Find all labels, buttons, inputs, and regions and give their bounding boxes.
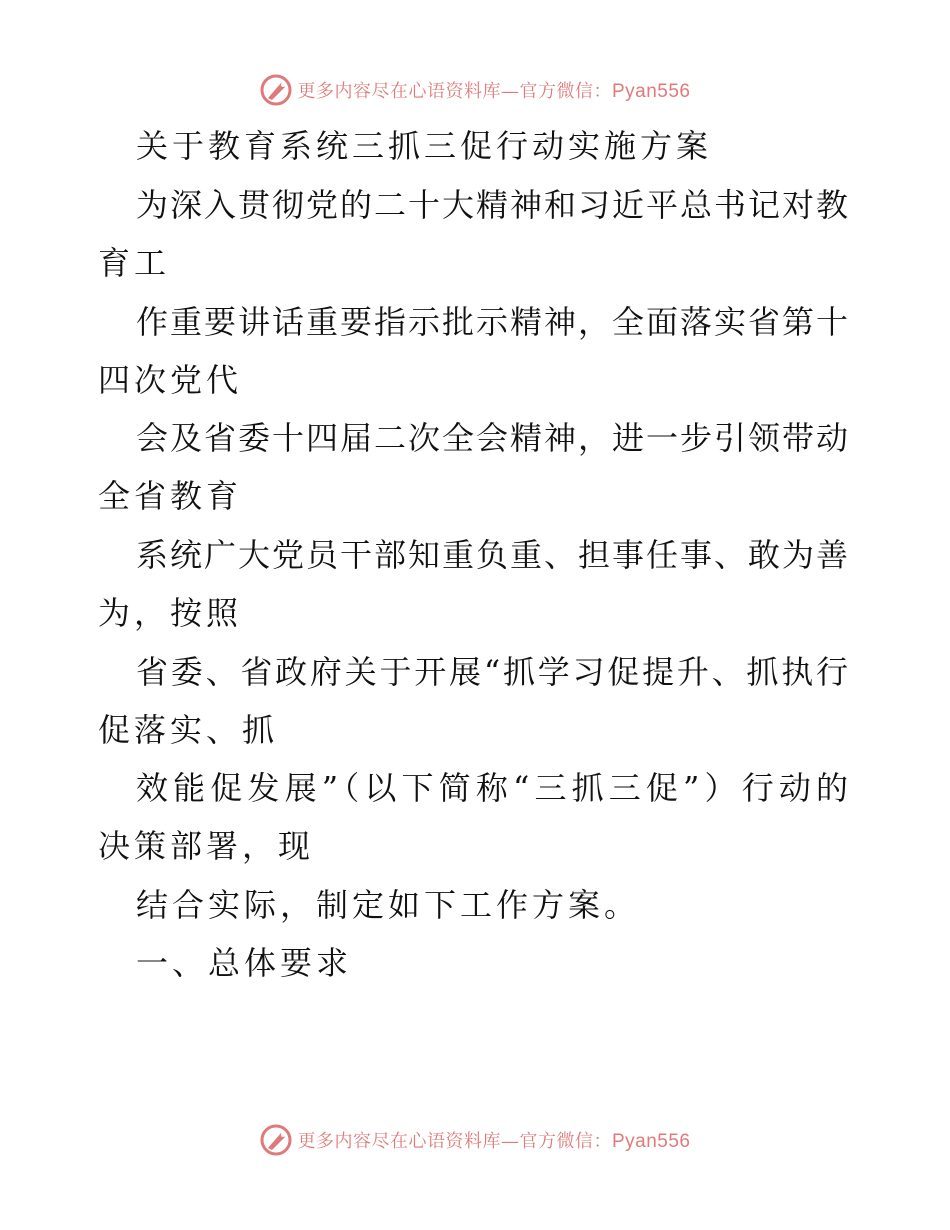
watermark-text: 更多内容尽在心语资料库—官方微信：Pyan556 — [297, 1131, 691, 1152]
paragraph-line: 育工 — [98, 244, 171, 282]
paragraph-line: 系统广大党员干部知重负重、担事任事、敢为善 — [136, 536, 848, 574]
watermark-handle: Pyan556 — [611, 1131, 691, 1152]
pen-logo-icon — [259, 1123, 293, 1157]
watermark-footer — [0, 1120, 950, 1160]
paragraph-line: 为，按照 — [98, 594, 243, 632]
watermark-header — [0, 70, 950, 110]
paragraph-line: 促落实、抓 — [98, 711, 279, 749]
paragraph-line: 作重要讲话重要指示批示精神，全面落实省第十 — [136, 303, 848, 341]
paragraph-line: 结合实际，制定如下工作方案。 — [136, 886, 641, 924]
paragraph-line: 效能促发展”（以下简称“三抓三促”）行动的 — [136, 769, 848, 807]
paragraph-line: 为深入贯彻党的二十大精神和习近平总书记对教 — [136, 186, 848, 224]
paragraph-line: 省委、省政府关于开展“抓学习促提升、抓执行 — [136, 653, 848, 691]
paragraph-line: 四次党代 — [98, 361, 243, 399]
pen-logo-icon — [259, 73, 293, 107]
paragraph-line: 决策部署，现 — [98, 827, 315, 865]
section-heading: 一、总体要求 — [136, 944, 353, 982]
paragraph-line: 会及省委十四届二次全会精神，进一步引领带动 — [136, 419, 848, 457]
paragraph-line: 全省教育 — [98, 477, 243, 515]
watermark-text: 更多内容尽在心语资料库—官方微信：Pyan556 — [297, 81, 691, 102]
watermark-handle: Pyan556 — [611, 81, 691, 102]
document-title: 关于教育系统三抓三促行动实施方案 — [136, 127, 713, 165]
